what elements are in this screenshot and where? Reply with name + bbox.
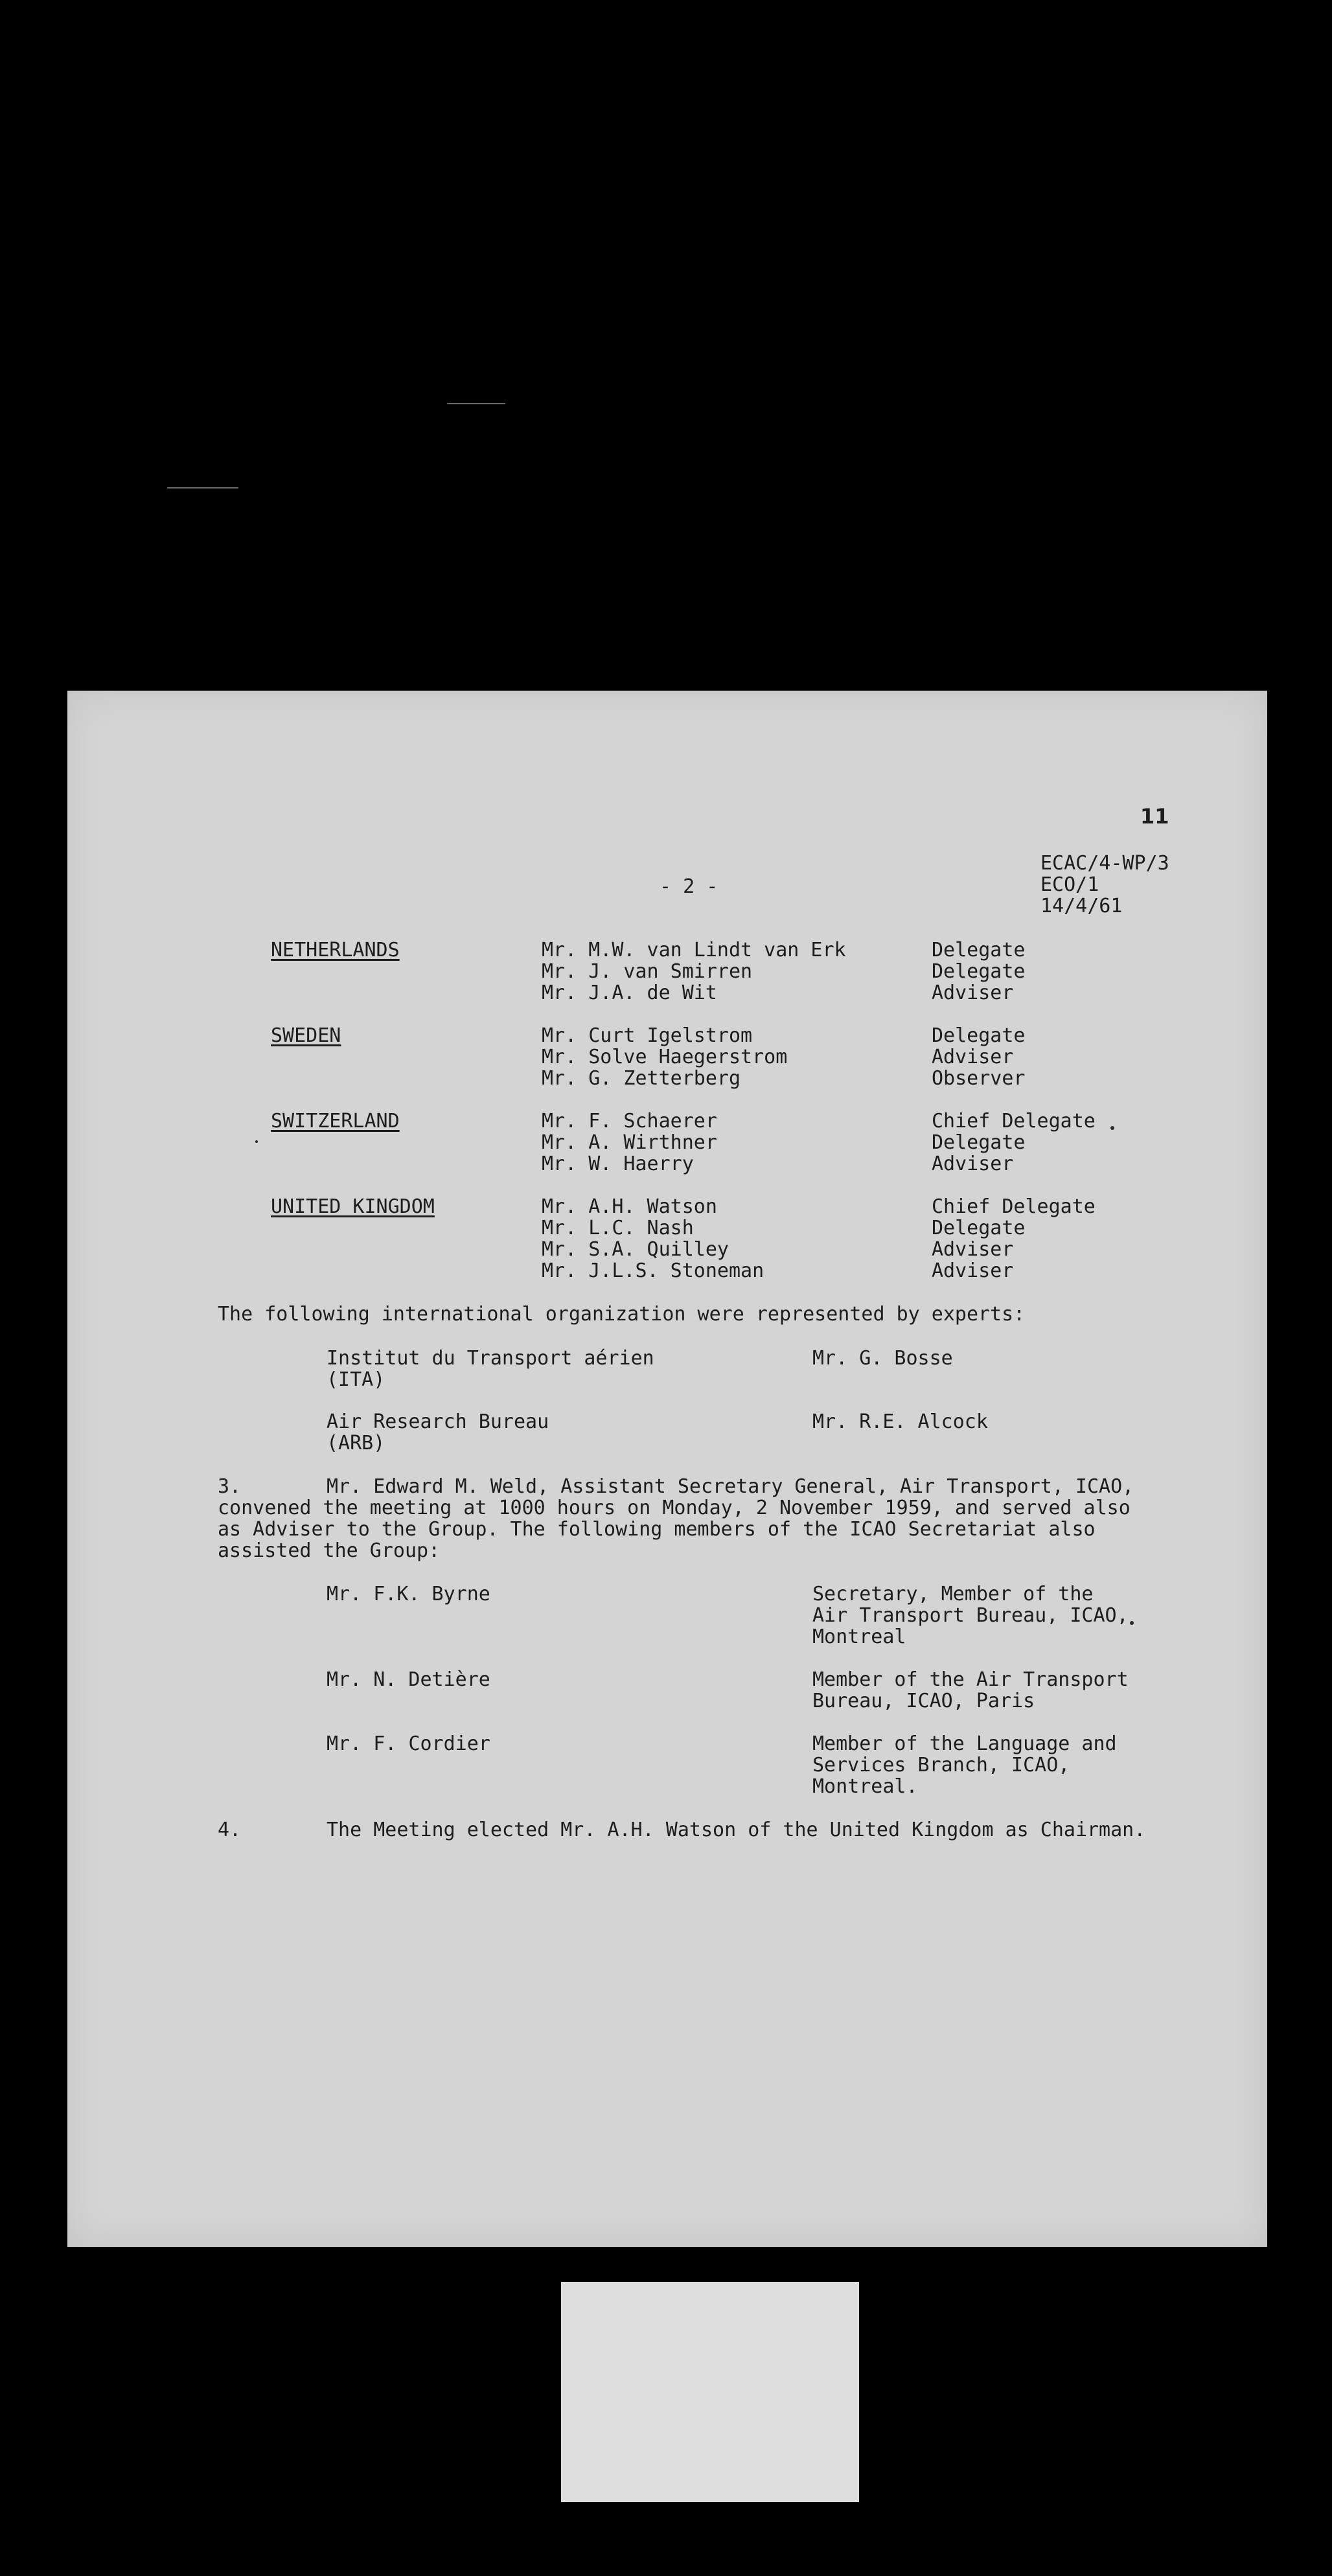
member-role: Delegate	[932, 939, 1026, 961]
secretariat-role: Services Branch, ICAO,	[812, 1754, 1070, 1777]
member-role: Observer	[932, 1067, 1026, 1090]
member-role: Adviser	[932, 1153, 1014, 1175]
organization-abbreviation: (ARB)	[327, 1432, 385, 1455]
secretariat-role: Air Transport Bureau, ICAO,	[812, 1604, 1129, 1627]
organization-abbreviation: (ITA)	[327, 1368, 385, 1391]
paragraph-text: The Meeting elected Mr. A.H. Watson of the United Kingdom as Chairman.	[327, 1819, 1146, 1841]
member-role: Delegate	[932, 1217, 1026, 1239]
paragraph-number: 3.	[218, 1475, 242, 1498]
country-heading: SWITZERLAND	[271, 1110, 400, 1133]
document-page	[67, 691, 1267, 2247]
member-name: Mr. M.W. van Lindt van Erk	[542, 939, 846, 961]
organization-expert: Mr. G. Bosse	[812, 1347, 953, 1370]
paragraph-number: 4.	[218, 1819, 242, 1841]
country-heading: SWEDEN	[271, 1024, 341, 1047]
reference-line: ECAC/4-WP/3	[1040, 852, 1169, 875]
country-heading: UNITED KINGDOM	[271, 1195, 435, 1218]
secretariat-role: Montreal.	[812, 1775, 918, 1798]
member-role: Adviser	[932, 1259, 1014, 1282]
scan-speck	[1110, 1126, 1114, 1130]
member-name: Mr. J. van Smirren	[542, 960, 753, 983]
member-role: Delegate	[932, 1131, 1026, 1154]
secretariat-role: Bureau, ICAO, Paris	[812, 1690, 1035, 1712]
member-name: Mr. S.A. Quilley	[542, 1238, 729, 1261]
scan-speck	[255, 1140, 258, 1143]
secretariat-role: Montreal	[812, 1626, 906, 1648]
member-role: Chief Delegate	[932, 1195, 1096, 1218]
secretariat-role: Secretary, Member of the	[812, 1583, 1094, 1605]
secretariat-role: Member of the Language and	[812, 1732, 1117, 1755]
background-stroke	[167, 487, 238, 489]
country-heading: NETHERLANDS	[271, 939, 400, 961]
secretariat-name: Mr. F.K. Byrne	[327, 1583, 490, 1605]
organization-expert: Mr. R.E. Alcock	[812, 1410, 988, 1433]
member-name: Mr. L.C. Nash	[542, 1217, 694, 1239]
organizations-intro: The following international organization were represented by experts:	[218, 1303, 1026, 1326]
member-name: Mr. J.A. de Wit	[542, 982, 717, 1004]
member-name: Mr. G. Zetterberg	[542, 1067, 741, 1090]
paragraph-line: as Adviser to the Group. The following members of the ICAO Secretariat also	[218, 1518, 1096, 1541]
member-role: Adviser	[932, 1046, 1014, 1068]
secretariat-name: Mr. N. Detière	[327, 1668, 490, 1691]
member-role: Adviser	[932, 1238, 1014, 1261]
member-role: Adviser	[932, 982, 1014, 1004]
reference-line: ECO/1	[1040, 873, 1099, 896]
member-role: Chief Delegate	[932, 1110, 1096, 1133]
page-number: 11	[1140, 804, 1169, 829]
paragraph-line: convened the meeting at 1000 hours on Monday, 2 November 1959, and served also	[218, 1497, 1131, 1519]
secretariat-role: Member of the Air Transport	[812, 1668, 1129, 1691]
member-name: Mr. J.L.S. Stoneman	[542, 1259, 764, 1282]
scan-speck	[1130, 1621, 1134, 1625]
blank-card	[561, 2282, 859, 2502]
member-name: Mr. Solve Haegerstrom	[542, 1046, 788, 1068]
background-stroke	[447, 403, 505, 404]
member-role: Delegate	[932, 1024, 1026, 1047]
member-name: Mr. F. Schaerer	[542, 1110, 717, 1133]
paragraph-line: assisted the Group:	[218, 1539, 441, 1562]
secretariat-name: Mr. F. Cordier	[327, 1732, 490, 1755]
member-role: Delegate	[932, 960, 1026, 983]
page-mark: - 2 -	[660, 875, 718, 898]
member-name: Mr. Curt Igelstrom	[542, 1024, 753, 1047]
member-name: Mr. W. Haerry	[542, 1153, 694, 1175]
reference-line: 14/4/61	[1040, 895, 1123, 917]
member-name: Mr. A.H. Watson	[542, 1195, 717, 1218]
paragraph-line: Mr. Edward M. Weld, Assistant Secretary General, Air Transport, ICAO,	[327, 1475, 1134, 1498]
organization-name: Institut du Transport aérien	[327, 1347, 654, 1370]
member-name: Mr. A. Wirthner	[542, 1131, 717, 1154]
organization-name: Air Research Bureau	[327, 1410, 549, 1433]
